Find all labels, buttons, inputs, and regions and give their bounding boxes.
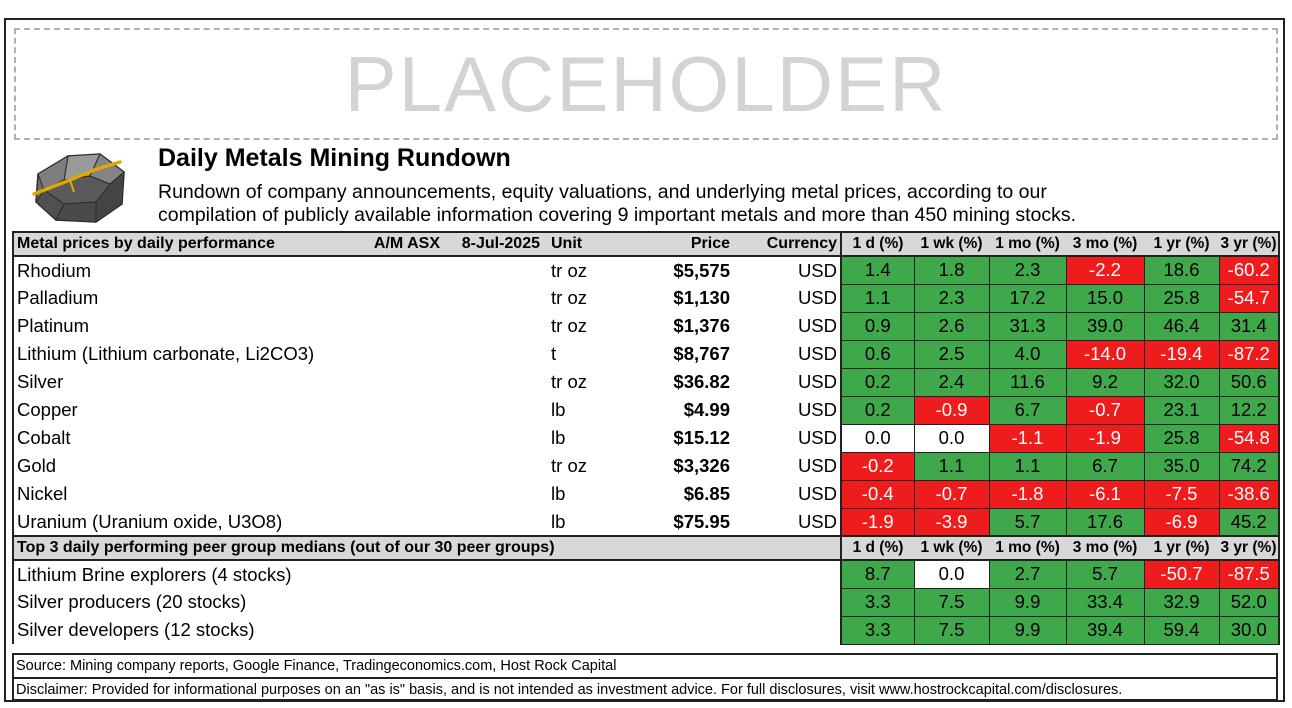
metal-change-cell: 50.6 [1219, 368, 1279, 396]
metal-row [13, 480, 1279, 508]
peers-header-label: Top 3 daily performing peer group medians (out of our 30 peer groups) [13, 536, 841, 560]
metal-price: $4.99 [683, 399, 730, 420]
metal-change-cell: -2.2 [1066, 256, 1144, 284]
metal-change-cell: 1.4 [841, 256, 914, 284]
peer-change-cell: 7.5 [914, 616, 989, 644]
metals-header-label: Metal prices by daily performance [13, 232, 343, 256]
metals-header-period: 3 mo (%) [1066, 232, 1144, 256]
metal-change-cell: -54.8 [1219, 424, 1279, 452]
metal-change-cell: -0.7 [1066, 396, 1144, 424]
peer-row [13, 588, 1279, 616]
peer-change-cell: 59.4 [1144, 616, 1219, 644]
peers-header-period: 3 yr (%) [1219, 536, 1279, 560]
metal-change-cell: -0.9 [914, 396, 989, 424]
peer-name: Silver producers (20 stocks) [13, 588, 841, 616]
metal-row [13, 452, 1279, 480]
metal-currency: USD [797, 259, 837, 281]
peer-change-cell: 5.7 [1066, 560, 1144, 588]
metal-name: Gold [13, 452, 543, 480]
metal-row [13, 508, 1279, 536]
placeholder-banner: PLACEHOLDER [14, 28, 1278, 140]
metal-change-cell: 31.3 [989, 312, 1066, 340]
metals-header-period: 1 yr (%) [1144, 232, 1219, 256]
peer-name: Silver developers (12 stocks) [13, 616, 841, 644]
metal-change-cell: 25.8 [1144, 284, 1219, 312]
metal-unit: lb [551, 399, 566, 420]
metal-currency: USD [797, 510, 837, 532]
metal-currency: USD [797, 455, 837, 476]
metals-header-price: Price [623, 232, 733, 256]
metal-unit: tr oz [551, 259, 587, 281]
metal-currency: USD [797, 371, 837, 392]
metal-change-cell: 2.5 [914, 340, 989, 368]
metal-change-cell: 15.0 [1066, 284, 1144, 312]
metal-change-cell: 1.8 [914, 256, 989, 284]
peer-change-cell: 9.9 [989, 616, 1066, 644]
metal-unit: lb [551, 510, 566, 532]
metal-change-cell: 17.2 [989, 284, 1066, 312]
peers-header-period: 1 d (%) [841, 536, 914, 560]
metal-price: $8,767 [673, 343, 730, 364]
metal-price: $1,376 [673, 315, 730, 336]
metal-name: Platinum [13, 312, 543, 340]
metal-change-cell: 0.0 [914, 424, 989, 452]
metal-change-cell: 4.0 [989, 340, 1066, 368]
metal-change-cell: 11.6 [989, 368, 1066, 396]
metal-change-cell: -0.7 [914, 480, 989, 508]
metals-header-period: 1 wk (%) [914, 232, 989, 256]
peers-header-row [13, 536, 1279, 560]
metal-change-cell: 31.4 [1219, 312, 1279, 340]
metal-unit: tr oz [551, 315, 587, 336]
metal-change-cell: -87.2 [1219, 340, 1279, 368]
metal-price: $15.12 [673, 427, 730, 448]
metal-change-cell: -19.4 [1144, 340, 1219, 368]
metal-change-cell: 17.6 [1066, 508, 1144, 536]
metal-row [13, 312, 1279, 340]
peers-header-period: 3 mo (%) [1066, 536, 1144, 560]
peer-change-cell: 7.5 [914, 588, 989, 616]
metal-unit: tr oz [551, 371, 587, 392]
metal-name: Uranium (Uranium oxide, U3O8) [13, 508, 543, 536]
metal-currency: USD [797, 315, 837, 336]
metal-change-cell: 0.2 [841, 368, 914, 396]
metal-row [13, 284, 1279, 312]
metal-change-cell: 39.0 [1066, 312, 1144, 340]
metals-header-date: 8-Jul-2025 [443, 232, 543, 256]
metal-change-cell: 6.7 [989, 396, 1066, 424]
metal-change-cell: 25.8 [1144, 424, 1219, 452]
metal-currency: USD [797, 427, 837, 448]
metal-price: $36.82 [673, 371, 730, 392]
peer-row [13, 616, 1279, 644]
metal-change-cell: 0.9 [841, 312, 914, 340]
peer-row [13, 560, 1279, 588]
metal-change-cell: 2.4 [914, 368, 989, 396]
metal-change-cell: -6.1 [1066, 480, 1144, 508]
metal-unit: t [551, 343, 557, 364]
metal-currency: USD [797, 399, 837, 420]
source-note: Source: Mining company reports, Google Finance, Tradingeconomics.com, Host Rock Capital [12, 653, 1278, 677]
metal-unit: lb [551, 483, 566, 504]
metal-price: $1,130 [673, 287, 730, 308]
peers-header-period: 1 yr (%) [1144, 536, 1219, 560]
metal-unit: lb [551, 427, 566, 448]
peer-change-cell: 8.7 [841, 560, 914, 588]
metal-currency: USD [797, 343, 837, 364]
metals-header-row [13, 232, 1279, 256]
peer-change-cell: 3.3 [841, 588, 914, 616]
peer-change-cell: 0.0 [914, 560, 989, 588]
metal-change-cell: 1.1 [841, 284, 914, 312]
metal-currency: USD [797, 483, 837, 504]
metal-currency: USD [797, 287, 837, 308]
peer-name: Lithium Brine explorers (4 stocks) [13, 560, 841, 588]
metal-change-cell: 1.1 [914, 452, 989, 480]
metal-change-cell: 2.3 [989, 256, 1066, 284]
metal-unit: tr oz [551, 455, 587, 476]
metal-price: $6.85 [683, 483, 730, 504]
metal-row [13, 256, 1279, 284]
peer-change-cell: -87.5 [1219, 560, 1279, 588]
metal-change-cell: 45.2 [1219, 508, 1279, 536]
metals-header-period: 1 d (%) [841, 232, 914, 256]
metals-header-currency: Currency [733, 232, 841, 256]
peer-change-cell: 39.4 [1066, 616, 1144, 644]
metal-row [13, 368, 1279, 396]
metal-name: Lithium (Lithium carbonate, Li2CO3) [13, 340, 543, 368]
peer-change-cell: 52.0 [1219, 588, 1279, 616]
metal-change-cell: 6.7 [1066, 452, 1144, 480]
metal-change-cell: 0.2 [841, 396, 914, 424]
page-subtitle [158, 181, 1268, 227]
peer-change-cell: 9.9 [989, 588, 1066, 616]
metal-change-cell: 32.0 [1144, 368, 1219, 396]
metal-change-cell: -1.1 [989, 424, 1066, 452]
metal-change-cell: -7.5 [1144, 480, 1219, 508]
metal-change-cell: 46.4 [1144, 312, 1219, 340]
subtitle-line-1: Rundown of company announcements, equity valuations, and underlying metal prices, according to our [158, 181, 1047, 203]
metal-change-cell: -60.2 [1219, 256, 1279, 284]
rock-with-gold-vein-icon [30, 150, 130, 226]
metals-table [12, 231, 1280, 645]
metal-row [13, 396, 1279, 424]
metal-change-cell: -1.9 [1066, 424, 1144, 452]
metal-change-cell: -3.9 [914, 508, 989, 536]
metal-unit: tr oz [551, 287, 587, 308]
metal-price: $5,575 [673, 259, 730, 281]
metal-change-cell: 9.2 [1066, 368, 1144, 396]
metal-name: Palladium [13, 284, 543, 312]
metal-name: Silver [13, 368, 543, 396]
metal-change-cell: 5.7 [989, 508, 1066, 536]
disclaimer-note: Disclaimer: Provided for informational purposes on an "as is" basis, and is not intended as investment advice. For full disclosures, visit www.hostrockcapital.com/disclosures. [12, 677, 1278, 701]
metal-change-cell: -14.0 [1066, 340, 1144, 368]
peer-change-cell: 3.3 [841, 616, 914, 644]
metal-change-cell: 18.6 [1144, 256, 1219, 284]
metal-name: Cobalt [13, 424, 543, 452]
metal-price: $3,326 [673, 455, 730, 476]
peer-change-cell: 2.7 [989, 560, 1066, 588]
metal-change-cell: -0.4 [841, 480, 914, 508]
peers-header-period: 1 mo (%) [989, 536, 1066, 560]
peer-change-cell: 33.4 [1066, 588, 1144, 616]
peer-change-cell: -50.7 [1144, 560, 1219, 588]
metal-change-cell: -54.7 [1219, 284, 1279, 312]
metal-change-cell: 2.6 [914, 312, 989, 340]
metal-change-cell: -1.8 [989, 480, 1066, 508]
metal-change-cell: -1.9 [841, 508, 914, 536]
metals-header-unit: Unit [543, 232, 623, 256]
peer-change-cell: 30.0 [1219, 616, 1279, 644]
metal-change-cell: 35.0 [1144, 452, 1219, 480]
metal-change-cell: 2.3 [914, 284, 989, 312]
peers-header-period: 1 wk (%) [914, 536, 989, 560]
metal-change-cell: 0.0 [841, 424, 914, 452]
metal-change-cell: -38.6 [1219, 480, 1279, 508]
metal-row [13, 424, 1279, 452]
metal-row [13, 340, 1279, 368]
metal-change-cell: 23.1 [1144, 396, 1219, 424]
metals-header-session: A/M ASX [343, 232, 443, 256]
metal-name: Copper [13, 396, 543, 424]
metal-price: $75.95 [673, 510, 730, 532]
page-title: Daily Metals Mining Rundown [158, 144, 511, 172]
metal-change-cell: 1.1 [989, 452, 1066, 480]
metals-header-period: 3 yr (%) [1219, 232, 1279, 256]
metal-change-cell: 0.6 [841, 340, 914, 368]
metal-change-cell: -6.9 [1144, 508, 1219, 536]
metal-name: Nickel [13, 480, 543, 508]
metals-header-period: 1 mo (%) [989, 232, 1066, 256]
metal-change-cell: 12.2 [1219, 396, 1279, 424]
peer-change-cell: 32.9 [1144, 588, 1219, 616]
metal-name: Rhodium [13, 256, 543, 284]
subtitle-line-2: compilation of publicly available information covering 9 important metals and more than 450 mining stocks. [158, 204, 1077, 226]
metal-change-cell: -0.2 [841, 452, 914, 480]
metal-change-cell: 74.2 [1219, 452, 1279, 480]
